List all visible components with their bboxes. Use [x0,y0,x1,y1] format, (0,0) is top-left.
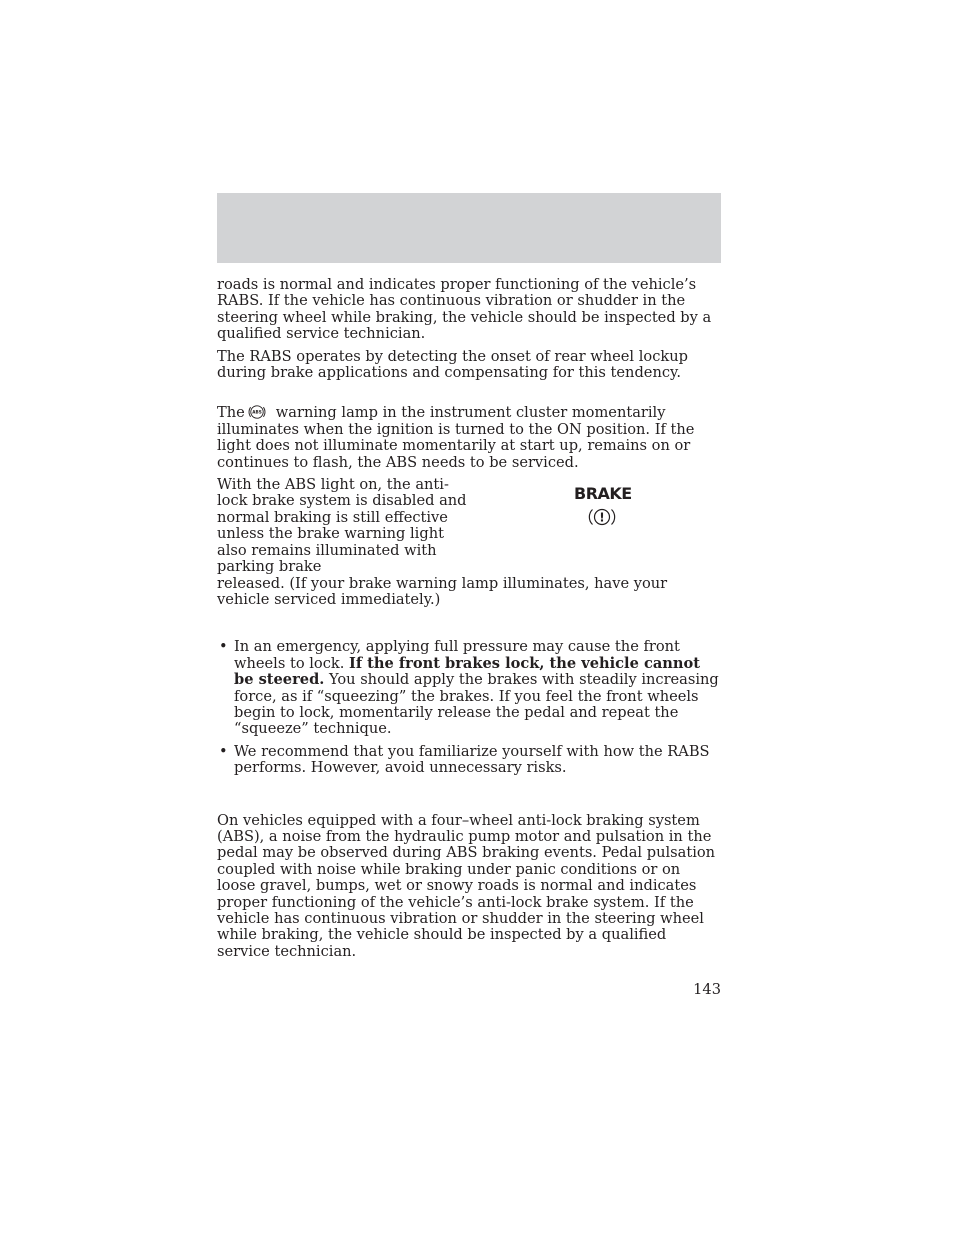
page-content [217,277,723,960]
rabs-paragraph-2: The RABS operates by detecting the onset of rear wheel lockup during brake applications and compensating for this tendency. [217,347,688,382]
four-wheel-abs-paragraph: On vehicles equipped with a four–wheel anti-lock braking system (ABS), a noise from the hydraulic pump motor and pulsation in the pedal may be observed during ABS braking events. Pedal pulsation coupled with noise while braking under panic conditions or on loose gravel, bumps, wet or snowy roads is normal and indicates proper functioning of the vehicle’s anti-lock brake system. If the vehicle has continuous vibration or shudder in the steering wheel while braking, the vehicle should be inspected by a qualified service technician. [217,811,716,960]
abs-lamp-paragraph [217,403,723,471]
brake-warning-text: With the ABS light on, the anti-lock brake system is disabled and normal braking is still effective unless the brake warning light also remains illuminated with parking brake [217,476,467,576]
abs-lamp-suffix: warning lamp in the instrument cluster momentarily illuminates when the ignition is turned to the ON position. If the light does not illuminate momentarily at start up, remains on or continues to flash, the ABS needs to be serviced. [217,404,695,471]
brake-warning-block [217,477,723,608]
list-item [217,744,723,777]
brake-symbol-label: BRAKE [574,484,632,504]
bullet-marker: • [219,742,228,760]
list-item [217,639,723,737]
tip-1-after: You should apply the brakes with steadily increasing force, as if “squeezing” the brakes. If you feel the front wheels begin to lock, momentarily release the pedal and repeat the “squeeze” technique. [234,671,719,738]
abs-icon-label: ABS [252,410,262,416]
rabs-paragraph-1: roads is normal and indicates proper functioning of the vehicle’s RABS. If the vehicle has continuous vibration or shudder in the steering wheel while braking, the vehicle should be inspected by a qualified service technician. [217,276,712,343]
abs-lamp-prefix: The [217,404,245,422]
tip-2-text: We recommend that you familiarize yourself with how the RABS performs. However, avoid unnecessary risks. [234,742,710,777]
brake-warning-icon [587,506,617,528]
brake-warning-text-continued: released. (If your brake warning lamp illuminates, have your vehicle serviced immediately.) [217,574,668,608]
section-header-band [217,193,721,263]
page-number: 143 [693,981,721,998]
abs-warning-icon [248,403,266,421]
braking-tips-list [217,639,723,776]
tip-1-before: In an emergency, applying full pressure may cause the front wheels to lock. [234,638,680,672]
tip-1-bold-warning: If the front brakes lock, the vehicle cannot be steered. [234,654,700,689]
brake-icon-glyph: ! [599,510,605,525]
bullet-marker: • [219,638,228,656]
brake-warning-symbol [574,485,630,528]
